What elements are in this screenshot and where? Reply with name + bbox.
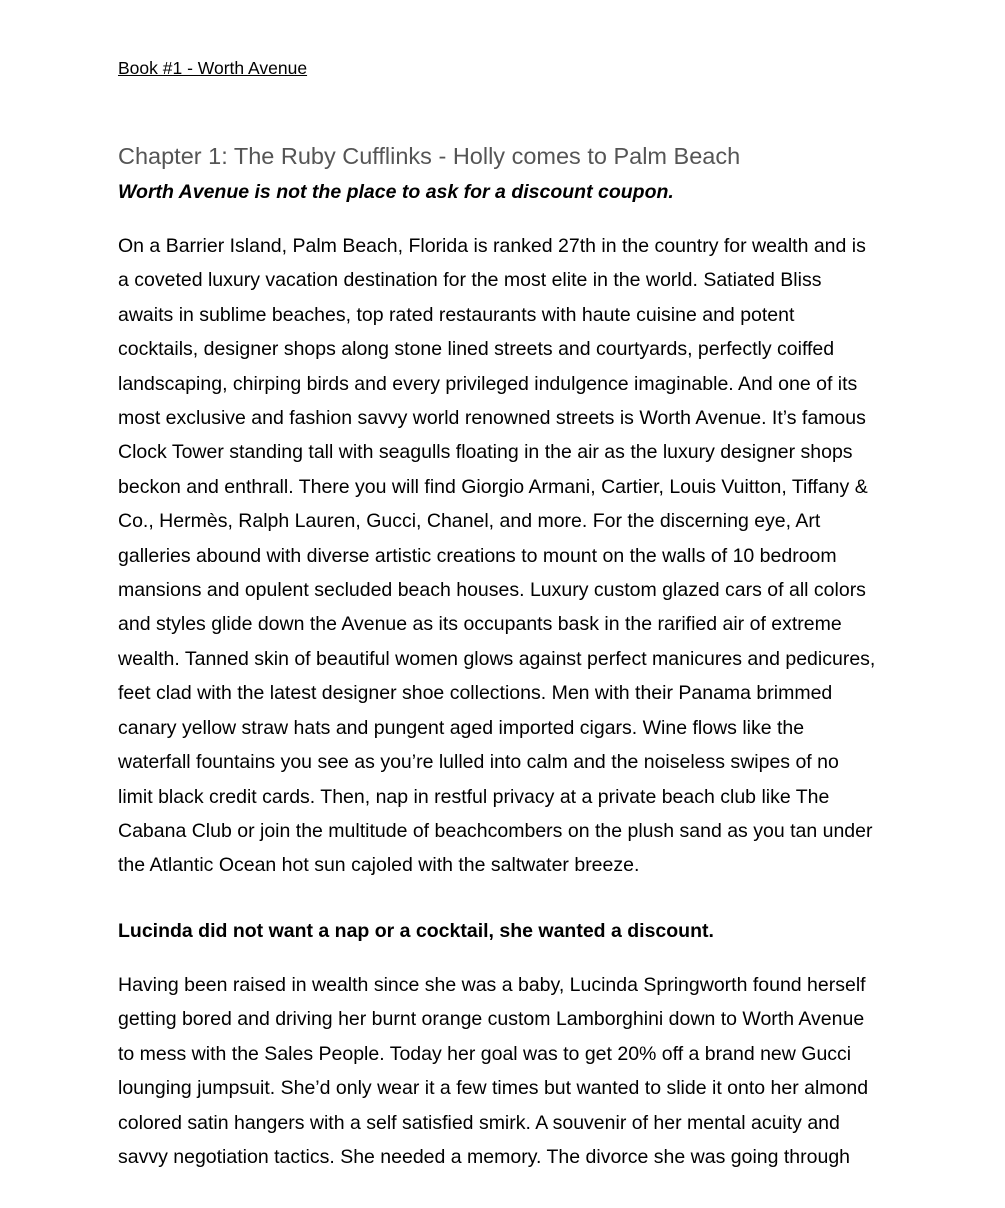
text-line: the Atlantic Ocean hot sun cajoled with the saltwater breeze. [118, 854, 640, 877]
text-line: savvy negotiation tactics. She needed a memory. The divorce she was going through [118, 1146, 851, 1169]
section-subheading: Lucinda did not want a nap or a cocktail, she wanted a discount. [118, 920, 714, 942]
paragraph-2 [118, 968, 868, 1174]
text-line: limit black credit cards. Then, nap in restful privacy at a private beach club like The [118, 785, 830, 808]
text-line: Having been raised in wealth since she was a baby, Lucinda Springworth found herself [118, 974, 866, 996]
text-line: most exclusive and fashion savvy world renowned streets is Worth Avenue. It’s famous [118, 407, 866, 430]
text-line: a coveted luxury vacation destination for the most elite in the world. Satiated Bliss [118, 269, 822, 292]
text-line: canary yellow straw hats and pungent aged imported cigars. Wine flows like the [118, 716, 805, 739]
text-line: landscaping, chirping birds and every privileged indulgence imaginable. And one of its [118, 372, 858, 395]
text-line: waterfall fountains you see as you’re lulled into calm and the noiseless swipes of no [118, 751, 839, 774]
text-line: lounging jumpsuit. She’d only wear it a few times but wanted to slide it onto her almond [118, 1077, 869, 1100]
text-line: Cabana Club or join the multitude of beachcombers on the plush sand as you tan under [118, 819, 873, 842]
text-line: colored satin hangers with a self satisfied smirk. A souvenir of her mental acuity and [118, 1111, 840, 1134]
paragraph-1 [118, 229, 875, 883]
text-line: galleries abound with diverse artistic creations to mount on the walls of 10 bedroom [118, 544, 837, 567]
text-line: beckon and enthrall. There you will find Giorgio Armani, Cartier, Louis Vuitton, Tiffany & [118, 475, 868, 498]
text-line: awaits in sublime beaches, top rated restaurants with haute cuisine and potent [118, 303, 795, 326]
text-line: On a Barrier Island, Palm Beach, Florida is ranked 27th in the country for wealth and is [118, 235, 866, 257]
text-line: Co., Hermès, Ralph Lauren, Gucci, Chanel, and more. For the discerning eye, Art [118, 510, 821, 533]
text-line: and styles glide down the Avenue as its occupants bask in the rarified air of extreme [118, 613, 842, 636]
book-title: Book #1 - Worth Avenue [118, 58, 308, 78]
text-line: to mess with the Sales People. Today her goal was to get 20% off a brand new Gucci [118, 1042, 852, 1065]
text-line: mansions and opulent secluded beach houses. Luxury custom glazed cars of all colors [118, 579, 866, 602]
text-line: Clock Tower standing tall with seagulls floating in the air as the luxury designer shops [118, 441, 853, 464]
text-line: getting bored and driving her burnt orange custom Lamborghini down to Worth Avenue [118, 1008, 865, 1031]
text-line: feet clad with the latest designer shoe collections. Men with their Panama brimmed [118, 682, 833, 705]
chapter-tagline: Worth Avenue is not the place to ask for a discount coupon. [118, 181, 674, 203]
text-line: cocktails, designer shops along stone lined streets and courtyards, perfectly coiffed [118, 338, 835, 361]
chapter-heading: Chapter 1: The Ruby Cufflinks - Holly comes to Palm Beach [118, 143, 741, 169]
text-line: wealth. Tanned skin of beautiful women glows against perfect manicures and pedicures, [118, 647, 876, 670]
